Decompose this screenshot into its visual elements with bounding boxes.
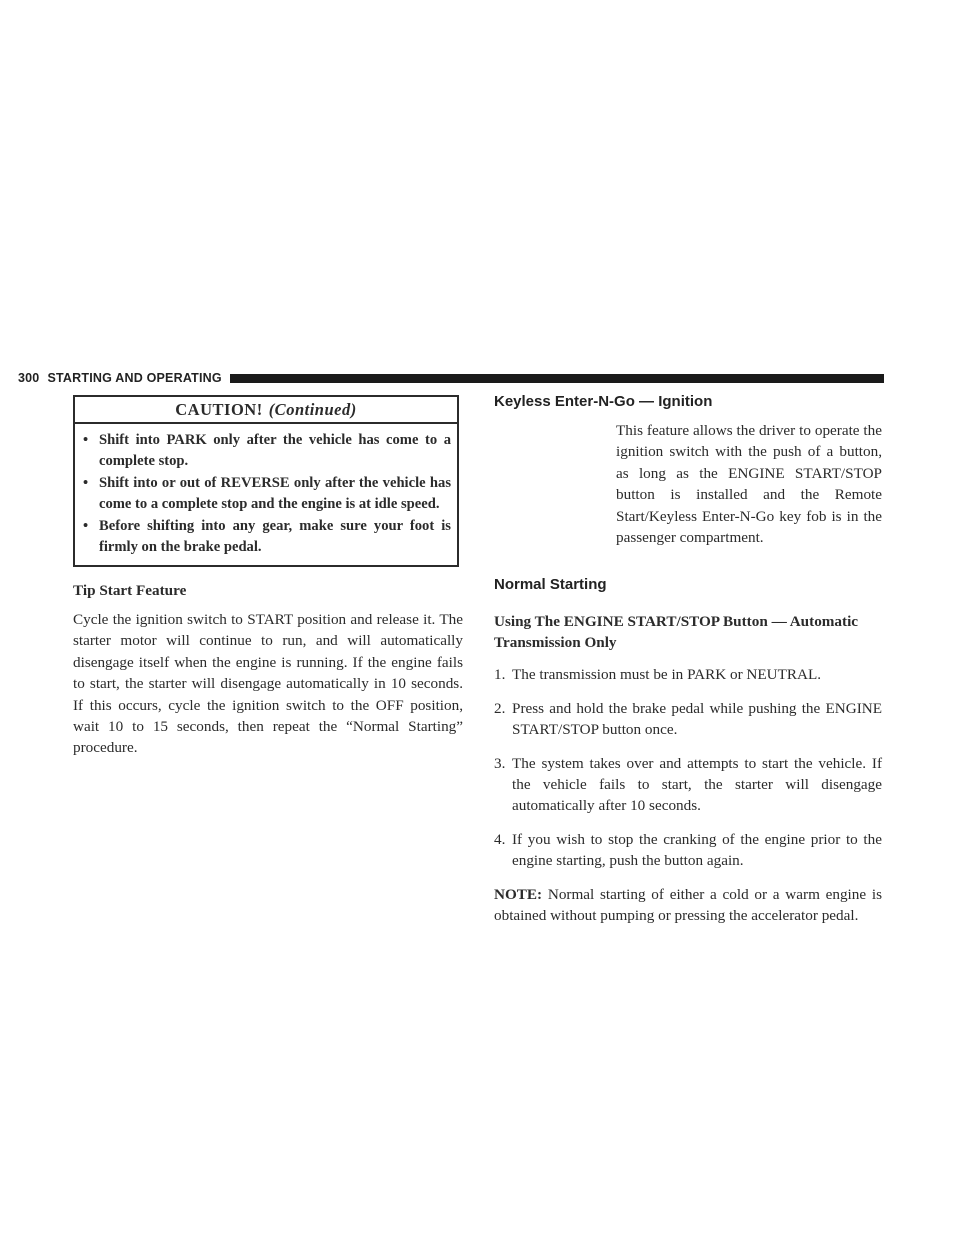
page-number: 300 [18,371,40,385]
caution-list [75,424,457,565]
bullet-icon: • [83,518,89,534]
tip-start-body: Cycle the ignition switch to START position and release it. The starter motor will continue to run, and will automatically disengage itself when the engine is running. If the engine fails to start, the starter will disengage automatically in 10 seconds. If this occurs, cycle the ignition switch to the OFF position, wait 10 to 15 seconds, then repeat the “Normal Starting” procedure. [73,611,463,757]
step-item: 3. The system takes over and attempts to start the vehicle. If the vehicle fails to start, the starter will disengage automatically after 10 seconds. [494,754,882,815]
bullet-icon: • [83,475,89,491]
keyless-heading: Keyless Enter-N-Go — Ignition [494,393,713,410]
tip-start-heading: Tip Start Feature [73,582,187,599]
step-item: 1. The transmission must be in PARK or NEUTRAL. [494,666,822,684]
caution-item: • Before shifting into any gear, make sure your foot is firmly on the brake pedal. [83,518,451,555]
step-item: 2. Press and hold the brake pedal while pushing the ENGINE START/STOP button once. [494,699,882,739]
bullet-icon: • [83,432,89,448]
normal-starting-subheading: Using The ENGINE START/STOP Button — Automatic Transmission Only [494,613,859,652]
section-title: STARTING AND OPERATING [47,371,222,385]
caution-continued: (Continued) [268,400,357,419]
caution-label: CAUTION! [175,400,263,419]
page-header [18,370,884,386]
caution-item: • Shift into or out of REVERSE only after the vehicle has come to a complete stop and the engine is at idle speed. [83,475,451,512]
normal-starting-heading: Normal Starting [494,576,607,594]
caution-title [75,397,457,424]
note-paragraph [494,884,882,927]
note-label: NOTE: [494,885,543,903]
left-column [73,395,463,759]
step-item: 4. If you wish to stop the cranking of the engine prior to the engine starting, push the button again. [494,830,882,870]
keyless-body: This feature allows the driver to operate the ignition switch with the push of a button, as long as the ENGINE START/STOP button is installed and the Remote Start/Keyless Enter-N-Go key fob is in the passenger compartment. [616,422,882,547]
caution-item: • Shift into PARK only after the vehicle has come to a complete stop. [83,432,451,469]
header-rule [230,374,884,383]
starting-steps [494,664,882,871]
note-text: Normal starting of either a cold or a warm engine is obtained without pumping or pressing the accelerator pedal. [494,885,882,925]
caution-box [73,395,459,567]
right-column [494,392,882,927]
